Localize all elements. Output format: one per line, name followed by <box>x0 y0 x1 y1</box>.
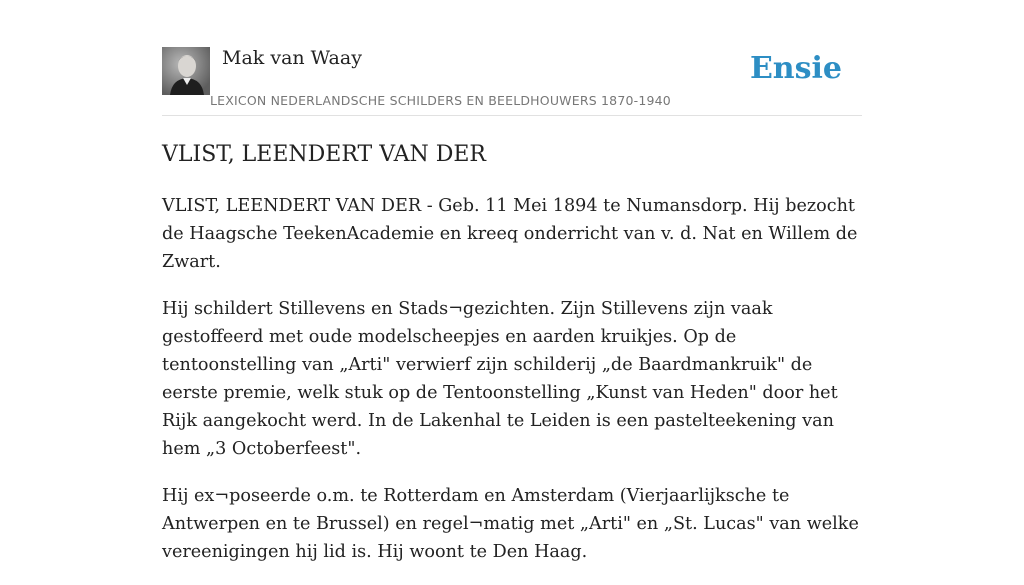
author-avatar[interactable] <box>162 47 210 95</box>
author-name[interactable]: Mak van Waay <box>222 47 362 69</box>
page-title: VLIST, LEENDERT VAN DER <box>162 142 486 167</box>
article-paragraph: Hij schildert Stillevens en Stads¬gezichten. Zijn Stillevens zijn vaak gestoffeerd met oude modelscheepjes en aarden kruikjes. Op de tentoonstelling van „Arti" verwierf zijn schilderij „de Baardmankruik" de eerste premie, welk stuk op de Tentoonstelling „Kunst van Heden" door het Rijk aangekocht werd. In de Lakenhal te Leiden is een pastelteekening van hem „3 Octoberfeest". <box>162 299 838 459</box>
article-header <box>162 46 862 116</box>
source-title[interactable]: LEXICON NEDERLANDSCHE SCHILDERS EN BEELDHOUWERS 1870-1940 <box>210 93 671 108</box>
article-paragraph: Hij ex¬poseerde o.m. te Rotterdam en Amsterdam (Vierjaarlijksche te Antwerpen en te Brussel) en regel¬matig met „Arti" en „St. Lucas" van welke vereenigingen hij lid is. Hij woont te Den Haag. <box>162 486 859 562</box>
author-portrait-icon <box>162 47 210 95</box>
article-body <box>162 192 868 585</box>
ensie-logo[interactable]: Ensie <box>749 51 842 86</box>
article-paragraph: VLIST, LEENDERT VAN DER - Geb. 11 Mei 1894 te Numansdorp. Hij bezocht de Haagsche TeekenAcademie en kreeq onderricht van v. d. Nat en Willem de Zwart. <box>162 196 858 272</box>
